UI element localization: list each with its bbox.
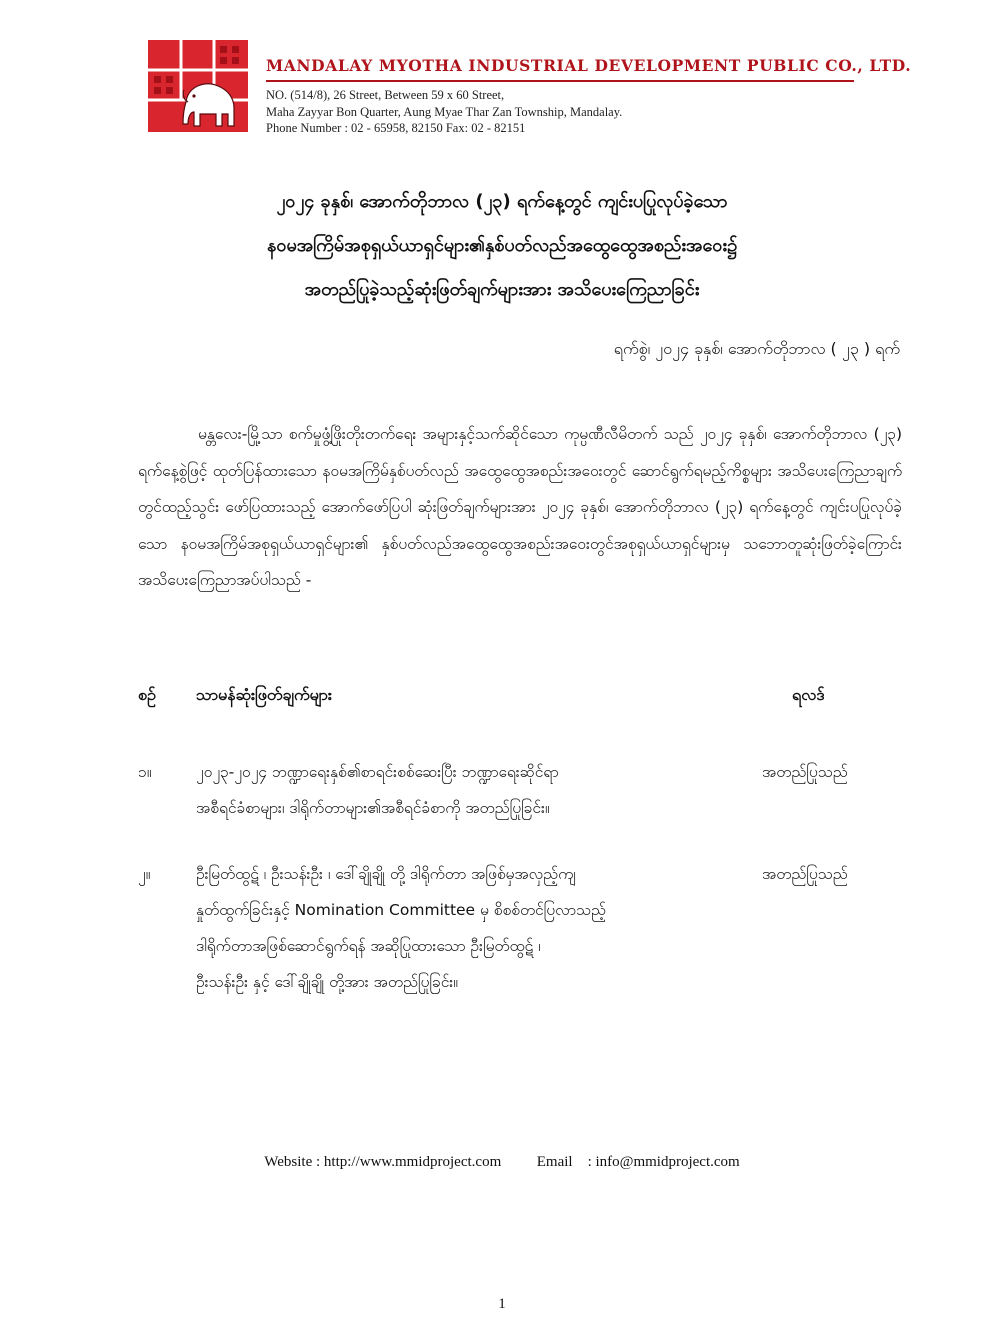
row-number: ၂။ (138, 865, 151, 883)
title-line-1: ၂၀၂၄ ခုနှစ်၊ အောက်တိုဘာလ (၂၃) ရက်နေ့တွင် ကျင်းပပြုလုပ်ခဲ့သော (276, 191, 728, 212)
company-divider (266, 80, 854, 82)
body-paragraph: မန္တလေး-မြို့သာ စက်မှုဖွံ့ဖြိုးတိုးတက်ရေး အများနှင့်သက်ဆိုင်သော ကုမ္ပဏီလီမိတက် သည် ၂၀၂၄ ခုနှစ်၊ အောက်တိုဘာလ (၂၃) ရက်နေ့စွဲဖြင့် ထုတ်ပြန်ထားသော နဝမအကြိမ်နှစ်ပတ်လည် အထွေထွေအစည်းအဝေးတွင် ဆောင်ရွက်ရမည့်ကိစ္စများ အသိပေးကြေညာချက်တွင်ထည့်သွင်း ဖော်ပြထားသည့် အောက်ဖော်ပြပါ ဆုံးဖြတ်ချက်များအား ၂၀၂၄ ခုနှစ်၊ အောက်တိုဘာလ (၂၃) ရက်နေ့တွင် ကျင်းပပြုလုပ်ခဲ့သော နဝမအကြိမ်အစုရှယ်ယာရှင်များ၏ နှစ်ပတ်လည်အထွေထွေအစည်းအဝေးတွင်အစုရှယ်ယာရှင်များမှ သဘောတူဆုံးဖြတ်ခဲ့ကြောင်းအသိပေးကြေညာအပ်ပါသည် - (138, 425, 902, 589)
address-line-1: NO. (514/8), 26 Street, Between 59 x 60 Street, (266, 88, 505, 102)
row-description (196, 856, 736, 1000)
company-info (266, 56, 912, 137)
row-description (196, 754, 736, 826)
row-description-line: ဦးသန်းဦး နှင့် ဒေါ်ချိုချို တို့အား အတည်ပြုခြင်း။ (196, 973, 458, 991)
row-result: အတည်ပြုသည် (762, 865, 848, 883)
row-description-line: နှုတ်ထွက်ခြင်းနှင့် Nomination Committee မှ စိစစ်တင်ပြလာသည့် (196, 901, 606, 919)
header-result: ရလဒ် (792, 685, 825, 704)
header-no: စဉ် (138, 685, 156, 704)
document-title (80, 180, 924, 312)
website-link[interactable]: http://www.mmidproject.com (323, 1154, 502, 1170)
email-link[interactable]: info@mmidproject.com (595, 1154, 740, 1170)
footer-contact (0, 1154, 1004, 1171)
company-name: MANDALAY MYOTHA INDUSTRIAL DEVELOPMENT PUBLIC CO., LTD. (266, 56, 912, 75)
letterhead (148, 40, 912, 135)
row-description-line: ၂၀၂၃-၂၀၂၄ ဘဏ္ဍာရေးနှစ်၏စာရင်းစစ်ဆေးပြီး ဘဏ္ဍာရေးဆိုင်ရာ (196, 763, 559, 781)
title-line-3: အတည်ပြုခဲ့သည့်ဆုံးဖြတ်ချက်များအား အသိပေးကြေညာခြင်း (304, 279, 700, 300)
email-label: Email (536, 1154, 573, 1170)
company-logo-icon (148, 40, 248, 132)
title-line-2: နဝမအကြိမ်အစုရှယ်ယာရှင်များ၏နှစ်ပတ်လည်အထွေထွေအစည်းအဝေး၌ (267, 235, 737, 256)
header-description: သာမန်ဆုံးဖြတ်ချက်များ (196, 685, 332, 704)
page-number: 1 (498, 1296, 506, 1312)
row-description-line: ဦးမြတ်ထွဋ် ၊ ဦးသန်းဦး ၊ ဒေါ်ချိုချို တို့ ဒါရိုက်တာ အဖြစ်မှအလှည့်ကျ (196, 865, 576, 883)
row-result: အတည်ပြုသည် (762, 763, 848, 781)
row-description-line: အစီရင်ခံစာများ၊ ဒါရိုက်တာများ၏အစီရင်ခံစာကို အတည်ပြုခြင်း။ (196, 799, 550, 817)
email-separator: : (587, 1154, 592, 1170)
resolutions-table-header (0, 684, 1004, 714)
address-line-2: Maha Zayyar Bon Quarter, Aung Myae Thar Zan Township, Mandalay. (266, 104, 623, 119)
phone-fax-line: Phone Number : 02 - 65958, 82150 Fax: 02 - 82151 (266, 121, 526, 135)
document-date: ရက်စွဲ၊ ၂၀၂၄ ခုနှစ်၊ အောက်တိုဘာလ ( ၂၃ ) ရက် (613, 339, 900, 358)
website-label: Website : (264, 1154, 321, 1170)
row-description-line: ဒါရိုက်တာအဖြစ်ဆောင်ရွက်ရန် အဆိုပြုထားသော ဦးမြတ်ထွဋ် ၊ (196, 937, 541, 955)
row-number: ၁။ (138, 763, 152, 781)
